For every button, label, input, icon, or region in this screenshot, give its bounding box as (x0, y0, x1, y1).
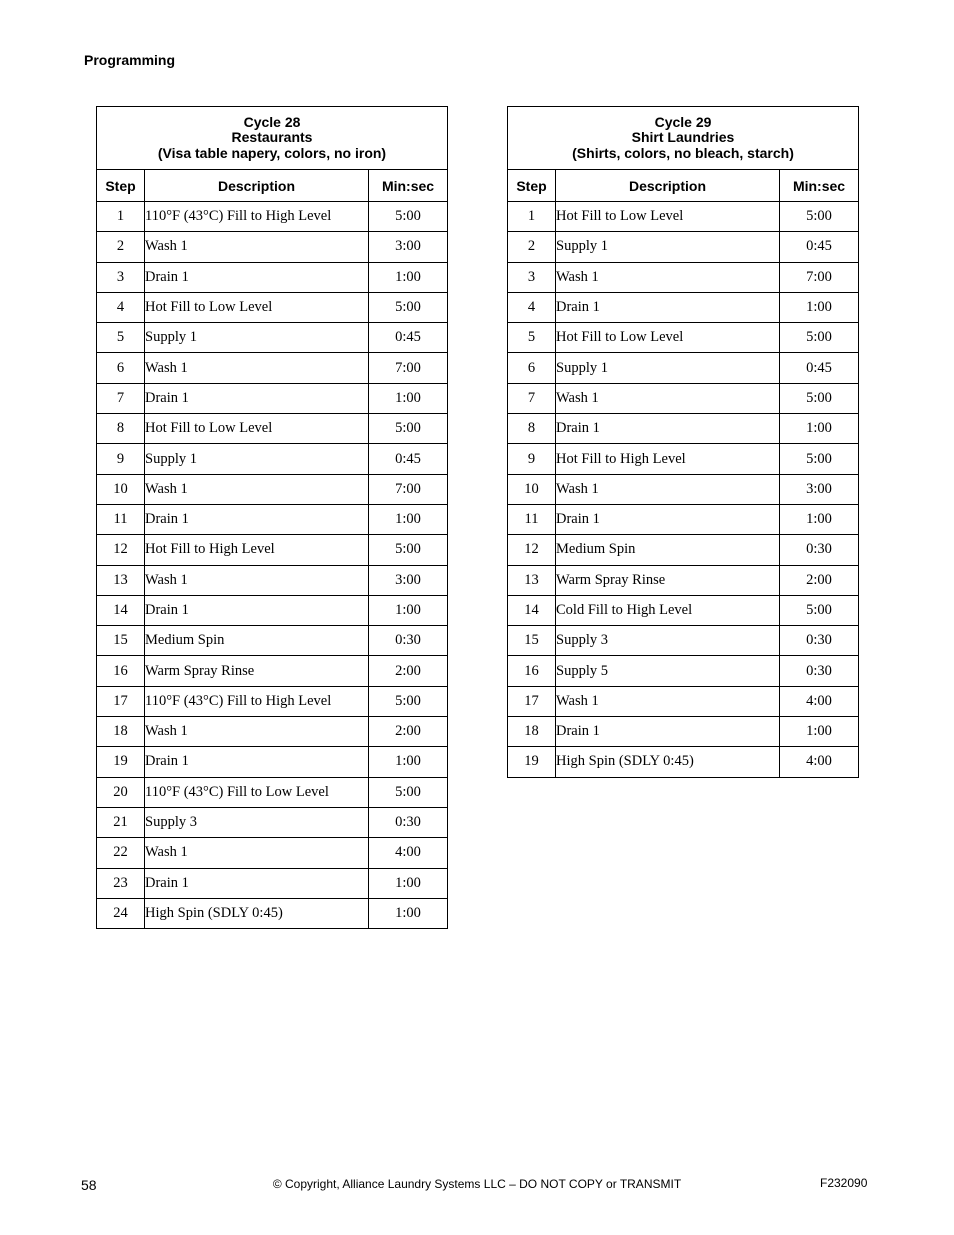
column-header-time: Min:sec (780, 170, 859, 202)
step-duration: 2:00 (780, 565, 859, 595)
table-row (97, 535, 448, 565)
table-row (97, 474, 448, 504)
step-duration: 1:00 (369, 595, 448, 625)
step-duration: 1:00 (369, 262, 448, 292)
step-duration: 0:30 (780, 626, 859, 656)
table-row (97, 656, 448, 686)
cycle-title: Cycle 29 (654, 113, 712, 130)
step-number: 1 (97, 202, 145, 232)
step-duration: 0:30 (369, 626, 448, 656)
column-header-step: Step (508, 170, 556, 202)
step-description: Wash 1 (145, 353, 369, 383)
step-number: 23 (97, 868, 145, 898)
cycle-subtitle: Restaurants (231, 129, 313, 146)
step-duration: 0:30 (780, 535, 859, 565)
table-row (508, 353, 859, 383)
table-row (508, 474, 859, 504)
step-description: Drain 1 (556, 504, 780, 534)
cycle-note: (Visa table napery, colors, no iron) (157, 144, 387, 161)
step-number: 6 (508, 353, 556, 383)
step-duration: 0:45 (780, 232, 859, 262)
step-number: 16 (508, 656, 556, 686)
step-number: 9 (508, 444, 556, 474)
step-duration: 7:00 (780, 262, 859, 292)
table-row (508, 262, 859, 292)
copyright-notice: © Copyright, Alliance Laundry Systems LLC – DO NOT COPY or TRANSMIT (272, 1177, 682, 1191)
step-duration: 0:45 (369, 444, 448, 474)
table-row (97, 838, 448, 868)
cycle-note: (Shirts, colors, no bleach, starch) (572, 144, 794, 161)
step-number: 17 (508, 686, 556, 716)
step-duration: 1:00 (780, 717, 859, 747)
step-description: Wash 1 (556, 383, 780, 413)
column-header-time: Min:sec (369, 170, 448, 202)
table-row (508, 686, 859, 716)
step-number: 14 (97, 595, 145, 625)
step-description: Wash 1 (145, 565, 369, 595)
step-duration: 3:00 (369, 565, 448, 595)
step-description: Cold Fill to High Level (556, 595, 780, 625)
step-number: 5 (97, 323, 145, 353)
step-duration: 0:30 (780, 656, 859, 686)
step-number: 7 (508, 383, 556, 413)
step-number: 14 (508, 595, 556, 625)
step-description: Wash 1 (556, 474, 780, 504)
cycle-subtitle: Shirt Laundries (631, 129, 735, 146)
step-description: Hot Fill to High Level (145, 535, 369, 565)
table-row (97, 202, 448, 232)
table-row (508, 535, 859, 565)
step-duration: 5:00 (369, 535, 448, 565)
step-description: Supply 1 (145, 323, 369, 353)
step-number: 8 (508, 414, 556, 444)
section-title: Programming (84, 52, 176, 68)
step-duration: 4:00 (369, 838, 448, 868)
step-duration: 5:00 (369, 414, 448, 444)
cycle-title: Cycle 28 (243, 113, 301, 130)
step-description: Drain 1 (556, 292, 780, 322)
step-number: 3 (508, 262, 556, 292)
step-duration: 5:00 (369, 686, 448, 716)
step-description: Drain 1 (145, 504, 369, 534)
table-row (508, 292, 859, 322)
step-description: Drain 1 (145, 868, 369, 898)
step-number: 19 (508, 747, 556, 777)
step-description: Hot Fill to High Level (556, 444, 780, 474)
step-number: 24 (97, 898, 145, 928)
table-body (97, 202, 448, 929)
step-number: 21 (97, 807, 145, 837)
table-row (508, 504, 859, 534)
table-row (97, 353, 448, 383)
step-duration: 7:00 (369, 474, 448, 504)
step-duration: 1:00 (780, 414, 859, 444)
step-duration: 5:00 (369, 202, 448, 232)
step-description: Supply 1 (556, 232, 780, 262)
step-duration: 3:00 (369, 232, 448, 262)
step-description: Drain 1 (145, 747, 369, 777)
table-row (97, 383, 448, 413)
step-description: Drain 1 (145, 383, 369, 413)
step-number: 10 (97, 474, 145, 504)
step-duration: 5:00 (780, 202, 859, 232)
table-caption (508, 107, 859, 170)
table-row (97, 747, 448, 777)
step-number: 11 (508, 504, 556, 534)
table-row (97, 444, 448, 474)
table-row (97, 292, 448, 322)
step-description: Wash 1 (145, 838, 369, 868)
step-description: Hot Fill to Low Level (145, 414, 369, 444)
step-number: 4 (97, 292, 145, 322)
table-row (97, 323, 448, 353)
step-description: Supply 1 (145, 444, 369, 474)
step-duration: 0:45 (369, 323, 448, 353)
step-description: High Spin (SDLY 0:45) (145, 898, 369, 928)
step-number: 5 (508, 323, 556, 353)
step-duration: 5:00 (780, 444, 859, 474)
step-number: 1 (508, 202, 556, 232)
step-number: 3 (97, 262, 145, 292)
step-description: Medium Spin (145, 626, 369, 656)
table-row (508, 565, 859, 595)
step-duration: 0:30 (369, 807, 448, 837)
step-description: Wash 1 (556, 686, 780, 716)
table-row (97, 686, 448, 716)
step-duration: 3:00 (780, 474, 859, 504)
column-header-description: Description (145, 170, 369, 202)
step-description: Warm Spray Rinse (556, 565, 780, 595)
table-row (97, 414, 448, 444)
step-description: Supply 5 (556, 656, 780, 686)
table-body (508, 202, 859, 778)
step-description: Drain 1 (145, 595, 369, 625)
step-duration: 5:00 (780, 595, 859, 625)
table-row (97, 868, 448, 898)
step-description: Medium Spin (556, 535, 780, 565)
cycle-29-table (507, 106, 859, 778)
table-row (97, 807, 448, 837)
step-number: 22 (97, 838, 145, 868)
step-number: 20 (97, 777, 145, 807)
table-row (508, 595, 859, 625)
step-number: 4 (508, 292, 556, 322)
page-number: 58 (81, 1177, 97, 1193)
step-number: 18 (508, 717, 556, 747)
step-number: 13 (508, 565, 556, 595)
column-header-description: Description (556, 170, 780, 202)
table-row (508, 626, 859, 656)
step-number: 16 (97, 656, 145, 686)
step-description: Supply 3 (556, 626, 780, 656)
step-description: Supply 1 (556, 353, 780, 383)
column-header-step: Step (97, 170, 145, 202)
table-row (508, 202, 859, 232)
step-number: 15 (508, 626, 556, 656)
table-row (508, 383, 859, 413)
step-description: Wash 1 (145, 232, 369, 262)
step-description: Hot Fill to Low Level (556, 323, 780, 353)
table-row (97, 262, 448, 292)
table-row (508, 323, 859, 353)
step-duration: 5:00 (369, 777, 448, 807)
step-number: 12 (97, 535, 145, 565)
table-row (97, 565, 448, 595)
step-number: 15 (97, 626, 145, 656)
cycle-28-table (96, 106, 448, 929)
step-description: 110°F (43°C) Fill to High Level (145, 202, 369, 232)
step-description: High Spin (SDLY 0:45) (556, 747, 780, 777)
table-row (508, 656, 859, 686)
step-description: Drain 1 (145, 262, 369, 292)
step-duration: 4:00 (780, 747, 859, 777)
step-duration: 5:00 (369, 292, 448, 322)
step-duration: 7:00 (369, 353, 448, 383)
step-duration: 1:00 (369, 898, 448, 928)
step-description: Hot Fill to Low Level (145, 292, 369, 322)
step-duration: 1:00 (780, 504, 859, 534)
step-duration: 1:00 (369, 747, 448, 777)
table-row (97, 626, 448, 656)
step-number: 2 (97, 232, 145, 262)
table-row (97, 777, 448, 807)
table-row (97, 595, 448, 625)
step-duration: 1:00 (369, 504, 448, 534)
table-row (97, 232, 448, 262)
step-duration: 1:00 (369, 868, 448, 898)
document-id: F232090 (820, 1176, 868, 1190)
step-number: 19 (97, 747, 145, 777)
step-duration: 1:00 (780, 292, 859, 322)
step-description: Warm Spray Rinse (145, 656, 369, 686)
table-row (97, 504, 448, 534)
step-number: 17 (97, 686, 145, 716)
step-duration: 1:00 (369, 383, 448, 413)
table-row (97, 717, 448, 747)
step-number: 18 (97, 717, 145, 747)
table-row (508, 232, 859, 262)
table-row (508, 717, 859, 747)
step-description: Wash 1 (145, 717, 369, 747)
step-duration: 4:00 (780, 686, 859, 716)
table-row (508, 747, 859, 777)
table-row (508, 414, 859, 444)
step-description: Wash 1 (556, 262, 780, 292)
table-caption (97, 107, 448, 170)
step-number: 8 (97, 414, 145, 444)
step-description: Supply 3 (145, 807, 369, 837)
step-description: Drain 1 (556, 414, 780, 444)
step-number: 7 (97, 383, 145, 413)
step-number: 2 (508, 232, 556, 262)
step-number: 10 (508, 474, 556, 504)
step-description: 110°F (43°C) Fill to Low Level (145, 777, 369, 807)
step-description: Drain 1 (556, 717, 780, 747)
step-duration: 2:00 (369, 717, 448, 747)
step-number: 9 (97, 444, 145, 474)
step-description: 110°F (43°C) Fill to High Level (145, 686, 369, 716)
step-description: Wash 1 (145, 474, 369, 504)
step-number: 13 (97, 565, 145, 595)
step-description: Hot Fill to Low Level (556, 202, 780, 232)
table-row (97, 898, 448, 928)
step-duration: 5:00 (780, 323, 859, 353)
step-number: 12 (508, 535, 556, 565)
step-duration: 2:00 (369, 656, 448, 686)
step-duration: 5:00 (780, 383, 859, 413)
step-number: 6 (97, 353, 145, 383)
step-duration: 0:45 (780, 353, 859, 383)
step-number: 11 (97, 504, 145, 534)
table-row (508, 444, 859, 474)
